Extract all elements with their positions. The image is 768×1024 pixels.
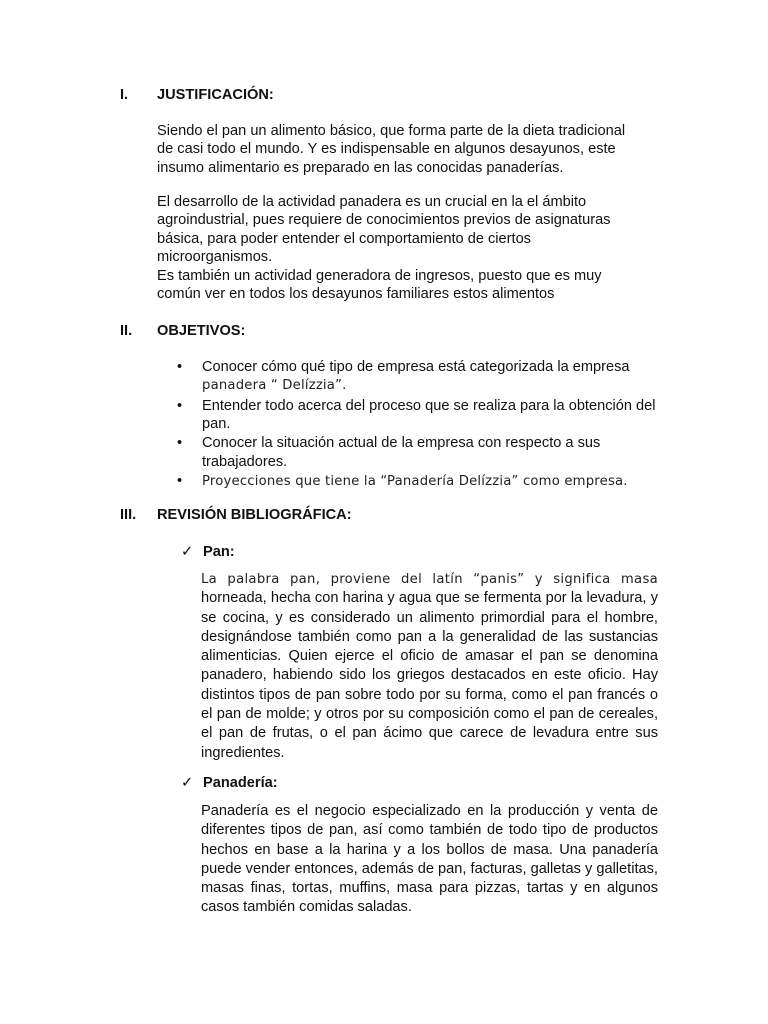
justificacion-paragraph-2: El desarrollo de la actividad panadera es un crucial en la el ámbito agroindustrial, pues requiere de conocimientos previos de asignaturas básica, para poder entender el comportamiento de ciertos microorganismos. Es también un actividad generadora de ingresos, puesto que es muy común ver en todos los desayunos familiares estos alimentos	[157, 193, 627, 303]
justificacion-paragraph-3: Es también un actividad generadora de ingresos, puesto que es muy común ver en todos los desayunos familiares estos alimentos	[157, 267, 602, 303]
checkmark-icon: ✓	[181, 775, 194, 791]
bullet-icon: •	[177, 435, 183, 452]
subsection-label: Pan:	[203, 544, 235, 560]
bullet-icon: •	[177, 397, 183, 414]
list-item: • Proyecciones que tiene la “Panadería Delízzia” como empresa.	[177, 473, 628, 490]
subsection-label: Panadería:	[203, 775, 278, 791]
checkmark-icon: ✓	[181, 544, 194, 560]
objectives-list	[157, 358, 657, 492]
section-number: I.	[120, 87, 129, 103]
bullet-icon: •	[177, 473, 183, 490]
bullet-icon: •	[177, 359, 183, 375]
section-number: II.	[120, 323, 133, 339]
panaderia-paragraph: Panadería es el negocio especializado en la producción y venta de diferentes tipos de pan, así como también de todo tipo de productos hechos en base a la harina y a los bollos de masa. Una panadería puede vender entonces, además de pan, facturas, galletas y galletitas, masas finas, tortas, muffins, masa para pizzas, tartas y en algunos casos también comidas saladas.	[201, 803, 658, 916]
justificacion-paragraph-1: Siendo el pan un alimento básico, que forma parte de la dieta tradicional de casi todo el mundo. Y es indispensable en algunos desayunos, este insumo alimentario es preparado en las conocidas panaderías.	[157, 123, 626, 176]
pan-paragraph: La palabra pan, proviene del latín “panis” y significa masa horneada, hecha con harina y agua que se fermenta por la levadura, y se cocina, y es considerado un alimento primordial para el hombre, designándose también como pan a la generalidad de las sustancias alimenticias. Quien ejerce el oficio de amasar el pan se denomina panadero, habiendo sido los griegos destacados en este oficio. Hay distintos tipos de pan sobre todo por su forma, como el pan francés o el pan de molde; y otros por su composición como el pan de cereales, el pan de frutas, o el pan ácimo que carece de levadura entre sus ingredientes.	[201, 572, 658, 761]
list-item: • Conocer cómo qué tipo de empresa está categorizada la empresa panadera “ Delízzia”.	[177, 359, 630, 394]
section-number: III.	[120, 507, 137, 523]
subsection-pan-heading	[181, 543, 661, 561]
section-title: OBJETIVOS:	[157, 323, 246, 339]
list-item: • Conocer la situación actual de la empresa con respecto a sus trabajadores.	[177, 435, 601, 470]
subsection-panaderia-heading	[181, 774, 661, 792]
section-title: JUSTIFICACIÓN:	[157, 87, 274, 103]
section-title: REVISIÓN BIBLIOGRÁFICA:	[157, 507, 352, 523]
list-item: • Entender todo acerca del proceso que se realiza para la obtención del pan.	[177, 397, 656, 433]
